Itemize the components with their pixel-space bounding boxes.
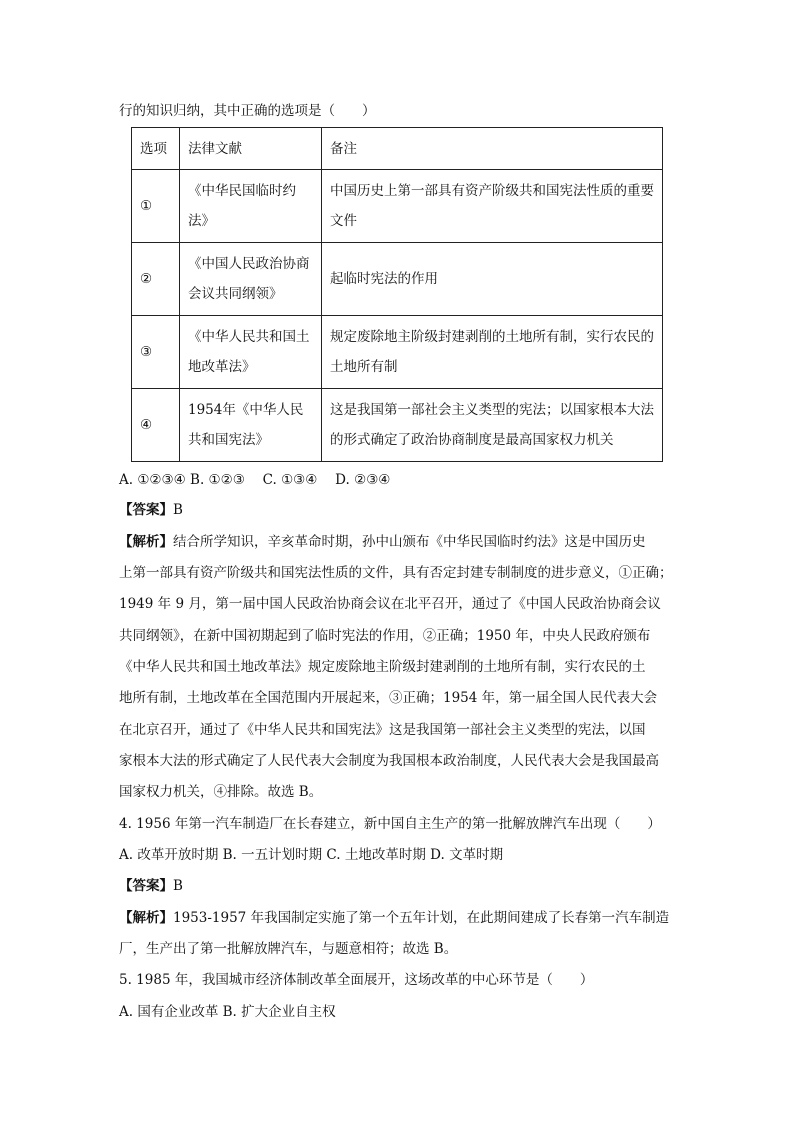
analysis-text: 结合所学知识，辛亥革命时期，孙中山颁布《中华民国临时约法》这是中国历史 — [173, 534, 646, 550]
row-note: 规定废除地主阶级封建剥削的土地所有制，实行农民的土地所有制 — [322, 316, 663, 389]
q5-choices: A. 国有企业改革 B. 扩大企业自主权 — [119, 1004, 336, 1020]
q5-stem: 5. 1985 年，我国城市经济体制改革全面展开，这场改革的中心环节是（ ） — [119, 972, 594, 988]
q3-analysis-line — [119, 532, 679, 552]
answer-label: 【答案】 — [119, 502, 173, 518]
q3-analysis-line: 国家权力机关，④排除。故选 B。 — [119, 784, 323, 800]
q4-stem: 4. 1956 年第一汽车制造厂在长春建立，新中国自主生产的第一批解放牌汽车出现（ ） — [119, 816, 661, 832]
answer-value: B — [173, 502, 183, 518]
q4-analysis-line — [119, 908, 679, 928]
header-note: 备注 — [322, 128, 663, 170]
table-header-row — [132, 128, 663, 170]
q4-answer — [119, 876, 679, 896]
row-law: 1954年《中华人民共和国宪法》 — [180, 389, 322, 462]
q4-analysis-line: 厂，生产出了第一批解放牌汽车，与题意相符；故选 B。 — [119, 941, 458, 957]
answer-value: B — [173, 878, 183, 894]
law-table — [131, 127, 663, 462]
q3-analysis-line: 共同纲领》，在新中国初期起到了临时宪法的作用，②正确；1950 年，中央人民政府颁布 — [119, 628, 651, 644]
table-row — [132, 389, 663, 462]
q3-analysis-line: 《中华人民共和国土地改革法》规定废除地主阶级封建剥削的土地所有制，实行农民的土 — [119, 659, 646, 675]
row-law: 《中华民国临时约法》 — [180, 170, 322, 243]
header-law: 法律文献 — [180, 128, 322, 170]
row-note: 起临时宪法的作用 — [322, 243, 663, 316]
q3-answer — [119, 500, 679, 520]
table-row — [132, 170, 663, 243]
q4-choices: A. 改革开放时期 B. 一五计划时期 C. 土地改革时期 D. 文革时期 — [119, 847, 504, 863]
analysis-label: 【解析】 — [119, 910, 173, 926]
analysis-label: 【解析】 — [119, 534, 173, 550]
row-note: 中国历史上第一部具有资产阶级共和国宪法性质的重要文件 — [322, 170, 663, 243]
q3-analysis-line: 在北京召开，通过了《中华人民共和国宪法》这是我国第一部社会主义类型的宪法，以国 — [119, 722, 646, 738]
question-intro: 行的知识归纳，其中正确的选项是（ ） — [119, 103, 376, 119]
table-row — [132, 316, 663, 389]
row-option: ④ — [132, 389, 180, 462]
row-option: ② — [132, 243, 180, 316]
table-row — [132, 243, 663, 316]
row-option: ③ — [132, 316, 180, 389]
q3-choices: A. ①②③④ B. ①②③ C. ①③④ D. ②③④ — [119, 472, 391, 488]
row-note: 这是我国第一部社会主义类型的宪法；以国家根本大法的形式确定了政治协商制度是最高国家权力机关 — [322, 389, 663, 462]
q3-analysis-line: 上第一部具有资产阶级共和国宪法性质的文件，具有否定封建专制制度的进步意义，①正确； — [119, 565, 673, 581]
row-option: ① — [132, 170, 180, 243]
row-law: 《中国人民政治协商会议共同纲领》 — [180, 243, 322, 316]
header-option: 选项 — [132, 128, 180, 170]
q3-analysis-line: 家根本大法的形式确定了人民代表大会制度为我国根本政治制度，人民代表大会是我国最高 — [119, 753, 659, 769]
answer-label: 【答案】 — [119, 878, 173, 894]
q3-analysis-line: 1949 年 9 月，第一届中国人民政治协商会议在北平召开，通过了《中国人民政治协商会议 — [119, 596, 661, 612]
analysis-text: 1953-1957 年我国制定实施了第一个五年计划，在此期间建成了长春第一汽车制造 — [173, 910, 670, 926]
q3-analysis-line: 地所有制，土地改革在全国范围内开展起来，③正确；1954 年，第一届全国人民代表大会 — [119, 690, 658, 706]
row-law: 《中华人民共和国土地改革法》 — [180, 316, 322, 389]
